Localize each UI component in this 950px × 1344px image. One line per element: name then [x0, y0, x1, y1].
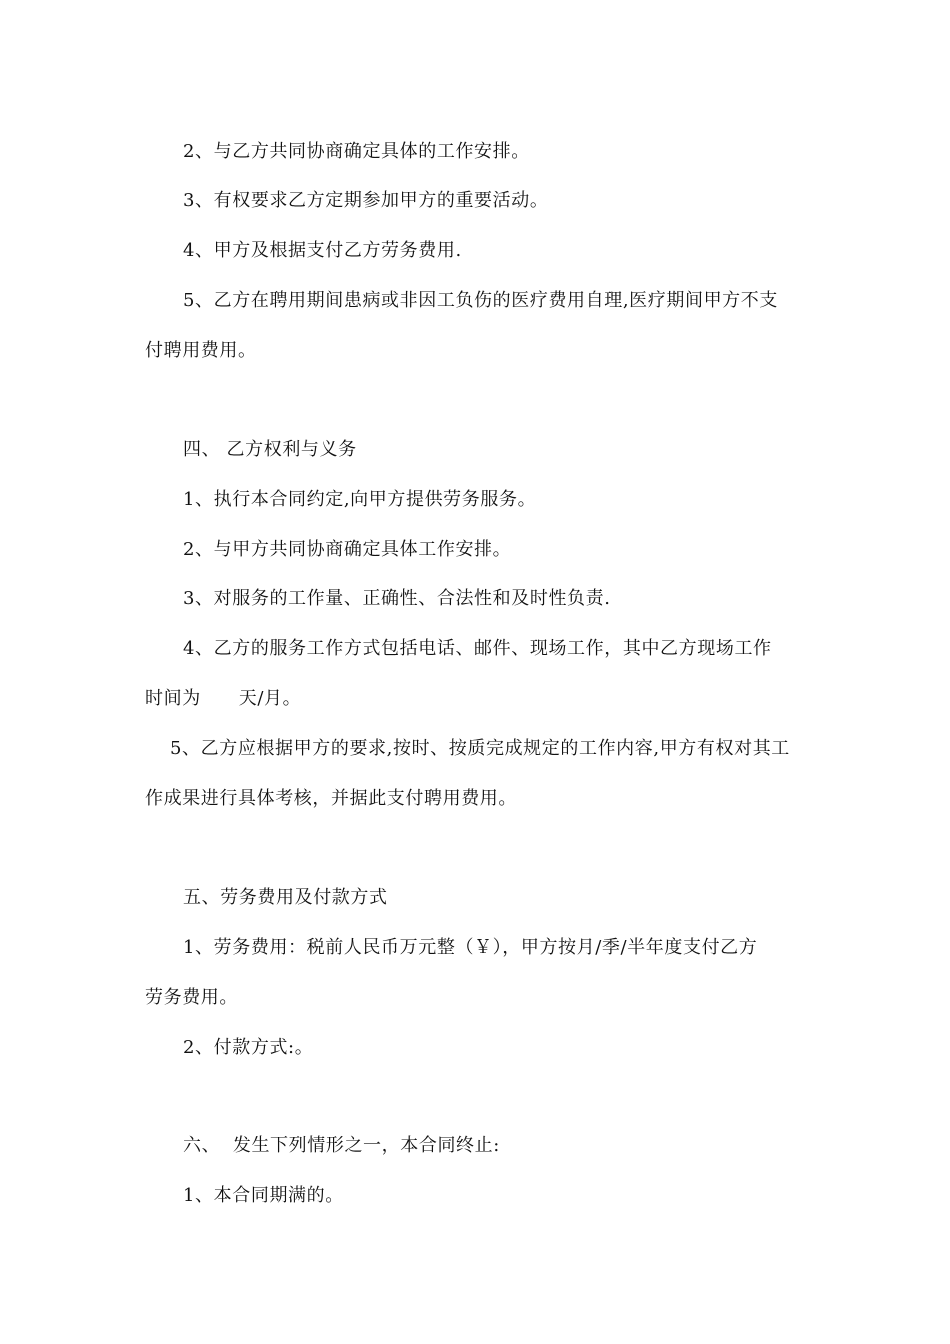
- section5-item2: 2、付款方式:。: [183, 1037, 314, 1058]
- section4-item4-line1: 4、乙方的服务工作方式包括电话、邮件、现场工作，其中乙方现场工作: [183, 638, 772, 659]
- section5-item1-line2: 劳务费用。: [145, 987, 238, 1008]
- section4-item2: 2、与甲方共同协商确定具体工作安排。: [183, 539, 512, 560]
- section5-heading: 五、劳务费用及付款方式: [183, 887, 388, 908]
- section6-item1: 1、本合同期满的。: [183, 1185, 344, 1206]
- section3-item5-line1: 5、乙方在聘用期间患病或非因工负伤的医疗费用自理,医疗期间甲方不支: [183, 290, 778, 311]
- section4-item5-line1: 5、乙方应根据甲方的要求,按时、按质完成规定的工作内容,甲方有权对其工: [170, 738, 790, 759]
- section4-item1: 1、执行本合同约定,向甲方提供劳务服务。: [183, 489, 537, 510]
- section4-heading: 四、 乙方权利与义务: [183, 439, 357, 460]
- section4-item5-line2: 作成果进行具体考核，并据此支付聘用费用。: [145, 788, 517, 809]
- section5-item1-line1: 1、劳务费用：税前人民币万元整（￥），甲方按月/季/半年度支付乙方: [183, 937, 758, 958]
- section4-item4-line2: 时间为 天/月。: [145, 688, 302, 709]
- section3-item5-line2: 付聘用费用。: [145, 340, 257, 361]
- section4-item3: 3、对服务的工作量、正确性、合法性和及时性负责.: [183, 588, 611, 609]
- section3-item2: 2、与乙方共同协商确定具体的工作安排。: [183, 141, 530, 162]
- section6-heading: 六、 发生下列情形之一，本合同终止:: [183, 1135, 500, 1156]
- section3-item3: 3、有权要求乙方定期参加甲方的重要活动。: [183, 190, 549, 211]
- section3-item4: 4、甲方及根据支付乙方劳务费用.: [183, 240, 462, 261]
